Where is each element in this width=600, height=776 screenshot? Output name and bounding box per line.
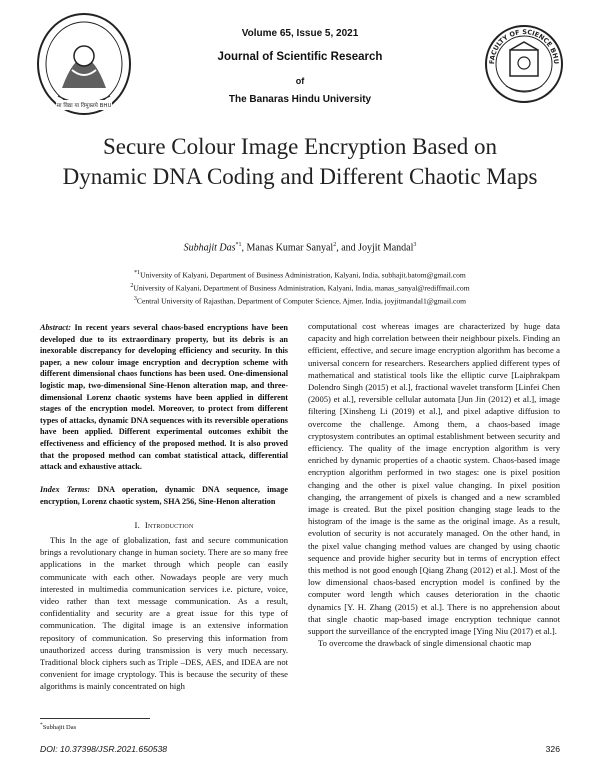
journal-volume: Volume 65, Issue 5, 2021 [241, 28, 359, 39]
index-terms [40, 484, 288, 507]
right-paragraph-1: computational cost whereas images are characterized by huge data capacity and high correlation between their neighbour pixels. Finding an efficient, effective, and secure image encryption algorithm has become a universal concern for researchers. Researchers applied different types of mathematical and statistical tools like the elliptic curve [Laiphrakpam Dolendro Singh (2015) et al.], fractional wavelet transform [Linfei Chen (2005) et al.], reversible cellular automata [Jun Jin (2012) et al.], image filtering [Xinsheng Li (2019) et al.], and pixel adaptive diffusion to overcome the challenge. Among them, a chaos-based image cryptosystem contributes an optimal establishment between security and efficiency. The quality of the image encryption algorithm is very enriched by dynamic properties of a chaotic system. Chaos-based image encryption algorithm performed in two stages: one is pixel position changing and the other is pixel value changing. In pixel position changing, the arrangement of pixels is changed and a new scrambled image is created. But the pixel position changing stage leads to the histogram of the image is the same as the original image. As a result, evolution of security is not accurately managed. On the other hand, in the pixel value changing method values are changed by using chaotic sequence and provide higher security but in terms of encryption effect this method is not good enough [Qiang Zhang (2012) et al.]. Most of the low dimensional chaos-based encryption model is confined by the computer word length which causes deterioration in the chaotic dynamics [Y. H. Zhang (2015) et al.]. There is no apprehension about that single chaotic map-based image encryption technique cannot support the surveillance of the encrypted image [Ying Niu (2017) et al.]. [308, 321, 560, 637]
affiliations [40, 268, 560, 307]
section-number: I. [134, 520, 141, 530]
right-column-text [308, 320, 560, 649]
author-3: , and Joyjit Mandal [336, 242, 414, 254]
author-2-mark: 2 [333, 242, 337, 248]
intro-paragraph: This In the age of globalization, fast and secure communication brings a revolutionary change in human society. There are so many free applications in the market through which people can easily communicate with each other. Nowadays people are very much interested in multimedia communication services i.e. picture, voice, video rather than text message communication. As a result, confidentiality and security are a great issue for this type of communication. The digital image is an extensive information repository of communication. So preserving this information from unauthorized access during transmission is very much necessary. Traditional block ciphers such as Triple –DES, AES, and IDEA are not convenient for image cryptology. This is because the security of these algorithms is mainly concentrated on high [40, 535, 288, 692]
bhu-emblem-logo [32, 10, 136, 122]
left-logo-text: सा विद्या या विमुक्तये BHU [56, 103, 112, 109]
journal-name: Journal of Scientific Research [217, 51, 383, 63]
index-terms-text: DNA operation, dynamic DNA sequence, image encryption, Lorenz chaotic system, SHA 256, Sine-Henon alteration [40, 485, 288, 506]
right-paragraph-2: To overcome the drawback of single dimensional chaotic map [318, 638, 532, 649]
affiliation-1: $^{*1}$University of Kalyani, Department of Business Administration, Kalyani, India, subhajit.batom@gmail.com [134, 270, 466, 280]
abstract [40, 322, 288, 473]
svg-text:FACULTY OF SCIENCE BHU [488, 28, 560, 64]
paper-title: Secure Colour Image Encryption Based on Dynamic DNA Coding and Different Chaotic Maps [62, 134, 538, 189]
abstract-label: Abstract: [40, 323, 71, 332]
footnote [40, 722, 76, 731]
author-1: Subhajit Das [183, 242, 236, 254]
index-terms-label: Index Terms: [40, 485, 91, 494]
journal-of: of [295, 76, 305, 86]
right-logo-text: FACULTY OF SCIENCE BHU [487, 27, 561, 65]
affiliation-2: $^2$University of Kalyani, Department of Business Administration, Kalyani, India, manas_sanyal@rediffmail.com [130, 283, 470, 293]
faculty-of-science-logo [482, 20, 566, 110]
section-heading [40, 519, 288, 531]
author-2: , Manas Kumar Sanyal [241, 242, 334, 254]
university-name: The Banaras Hindu University [228, 94, 372, 105]
footnote-divider [40, 718, 150, 719]
section-title: Introduction [144, 520, 194, 530]
abstract-text: In recent years several chaos-based encryptions have been developed due to its extraordinary property, but its debris is an inexorable discrepancy for developing efficiency and security. In this paper, a new colour image encryption and decryption scheme with different dimensional chaos functions has been used. One-dimensional logistic map, two-dimensional Sine-Henon alteration map, and three-dimensional Lorenz chaotic systems have been applied in different stages of the encryption model. Moreover, to protect from different types of attacks, dynamic DNA sequences with its reversible operations have been applied. Different experimental outcomes exhibit the effectiveness and efficiency of the proposed method. It is also proved that the proposed method can combat statistical attack, differential attack and exhaustive attack. [40, 323, 288, 472]
author-1-mark: *1 [235, 242, 242, 248]
introduction-text [40, 534, 288, 693]
page-number: 326 [545, 744, 560, 754]
affiliation-3: $^3$Central University of Rajasthan, Department of Computer Science, Ajmer, India, joyjitmandal1@gmail.com [133, 296, 467, 306]
doi: DOI: 10.37398/JSR.2021.650538 [40, 744, 168, 754]
author-3-mark: 3 [413, 242, 417, 248]
footnote-mark: * [40, 722, 43, 728]
footnote-text: Subhajit Das [42, 724, 77, 732]
author-line [60, 242, 540, 253]
